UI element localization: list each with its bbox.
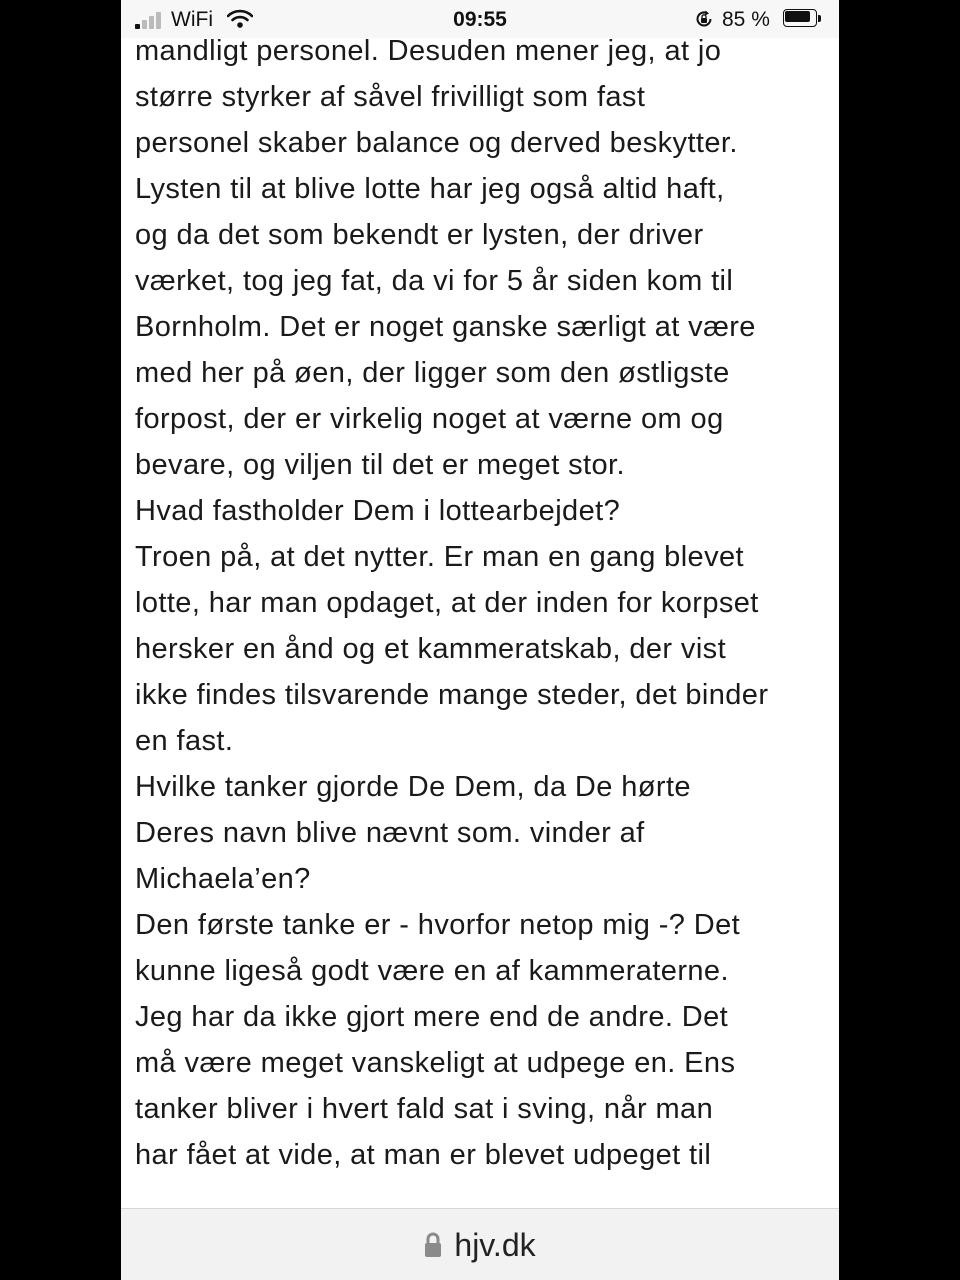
- article-line: personel skaber balance og derved beskytter.: [135, 127, 738, 159]
- article-text: [135, 8, 839, 1178]
- article-line: større styrker af såvel frivilligt som fast: [135, 81, 646, 113]
- article-line: kunne ligeså godt være en af kammeraterne.: [135, 955, 729, 987]
- battery-percentage: 85 %: [722, 8, 770, 31]
- article-line: Jeg har da ikke gjort mere end de andre. Det: [135, 1001, 729, 1033]
- article-line: bevare, og viljen til det er meget stor.: [135, 449, 625, 481]
- clipped-text-line: [135, 8, 839, 28]
- article-line: må være meget vanskeligt at udpege en. Ens: [135, 1047, 736, 1079]
- article-line: har fået at vide, at man er blevet udpeget til: [135, 1139, 712, 1171]
- url-display[interactable]: [121, 1227, 839, 1264]
- status-time: 09:55: [453, 8, 507, 31]
- article-line: med her på øen, der ligger som den østligste: [135, 357, 730, 389]
- article-line: Deres navn blive nævnt som. vinder af: [135, 817, 645, 849]
- article-line: hersker en ånd og et kammeratskab, der vist: [135, 633, 727, 665]
- carrier-label: WiFi: [171, 8, 213, 31]
- article-line: Hvad fastholder Dem i lottearbejdet?: [135, 495, 621, 527]
- article-line: og da det som bekendt er lysten, der driver: [135, 219, 704, 251]
- article-line: Hvilke tanker gjorde De Dem, da De hørte: [135, 771, 691, 803]
- article-line: tanker bliver i hvert fald sat i sving, når man: [135, 1093, 714, 1125]
- padlock-icon: [424, 1232, 442, 1258]
- article-line: Den første tanke er - hvorfor netop mig -? Det: [135, 909, 741, 941]
- article-line: lotte, har man opdaget, at der inden for korpset: [135, 587, 759, 619]
- phone-screen: [121, 0, 839, 1280]
- article-line: ikke findes tilsvarende mange steder, det binder: [135, 679, 769, 711]
- url-text: hjv.dk: [454, 1227, 536, 1263]
- article-line: Michaela’en?: [135, 863, 311, 895]
- address-bar[interactable]: [121, 1208, 839, 1280]
- article-line: forpost, der er virkelig noget at værne om og: [135, 403, 724, 435]
- article-line: mandligt personel. Desuden mener jeg, at jo: [135, 35, 722, 67]
- article-line: Bornholm. Det er noget ganske særligt at være: [135, 311, 756, 343]
- article-line: Lysten til at blive lotte har jeg også altid haft,: [135, 173, 725, 205]
- article-line: værket, tog jeg fat, da vi for 5 år siden kom til: [135, 265, 734, 297]
- article-line: en fast.: [135, 725, 234, 757]
- article-line: Troen på, at det nytter. Er man en gang blevet: [135, 541, 744, 573]
